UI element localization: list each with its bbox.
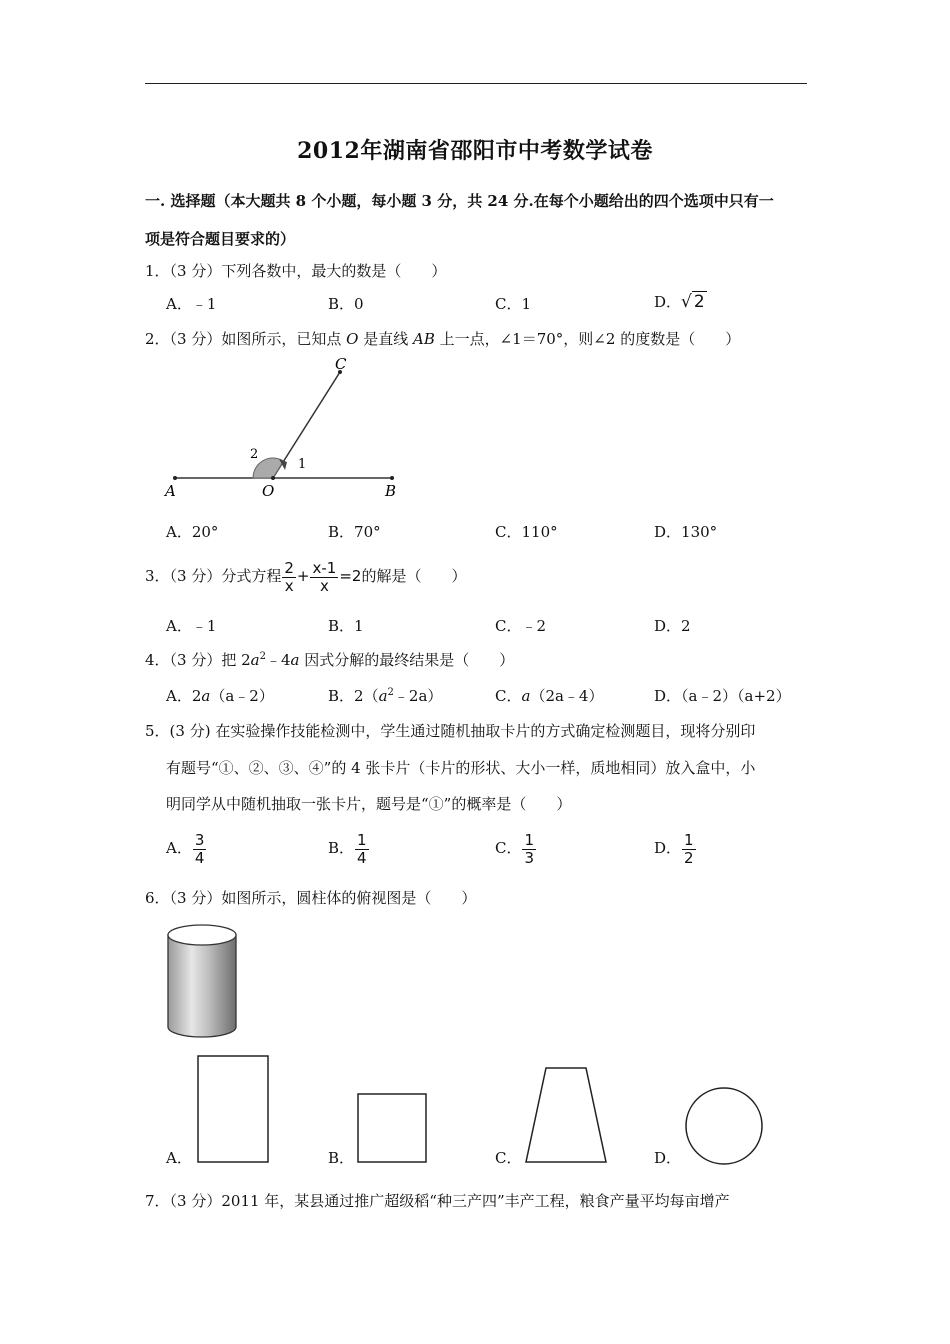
- q5-option-d: [654, 828, 697, 868]
- q4-option-c-var: a: [521, 687, 531, 705]
- q4-option-b-part: B．2（: [328, 687, 379, 705]
- cylinder-body: [168, 935, 236, 1037]
- q2-option-d: D．130°: [654, 523, 718, 541]
- q1-option-a: A．﹣1: [166, 295, 217, 313]
- q4-var: a: [250, 651, 260, 669]
- q4-exponent: 2: [259, 651, 266, 662]
- q5-option-a: [166, 828, 207, 868]
- q4-option-b-var: a: [378, 687, 388, 705]
- q2-stem: [145, 329, 740, 349]
- q2-stem-part: 上一点，∠1＝70°，则∠2 的度数是（ ）: [434, 330, 741, 348]
- q2-stem-point-o: O: [346, 330, 359, 348]
- q3-option-b: B．1: [328, 617, 364, 635]
- q3-stem-part: 的解是（ ）: [361, 567, 467, 585]
- q3-fraction-1-denominator: x: [284, 576, 294, 595]
- q4-var: a: [290, 651, 300, 669]
- q5-line1: 5．(3 分) 在实验操作技能检测中，学生通过随机抽取卡片的方式确定检测题目，现将分别印: [145, 722, 756, 740]
- q2-angle-figure: [155, 350, 415, 510]
- point-a-dot: [173, 476, 177, 480]
- q5-option-d-fraction: [682, 832, 696, 867]
- q2-stem-line-ab: AB: [412, 330, 435, 348]
- q5-line3: 明同学从中随机抽取一张卡片，题号是“①”的概率是（ ）: [166, 795, 572, 813]
- page-title: 2012年湖南省邵阳市中考数学试卷: [297, 138, 653, 164]
- q4-option-d: D．（a﹣2）（a+2）: [654, 687, 791, 705]
- point-b-dot: [390, 476, 394, 480]
- q5-option-a-fraction: [193, 832, 207, 867]
- denominator: 3: [524, 848, 535, 867]
- q3-fraction-2: [310, 560, 338, 595]
- q3-equals: =2: [339, 567, 362, 585]
- q3-fraction-1-numerator: 2: [284, 558, 294, 577]
- label-angle-1: 1: [298, 457, 307, 472]
- q5-option-b: [328, 828, 370, 868]
- label-b: B: [385, 482, 397, 500]
- q4-option-c-part: （2a﹣4）: [530, 687, 604, 705]
- cylinder-figure: [160, 915, 246, 1045]
- label-o: O: [262, 482, 275, 500]
- q6-option-a-label: A．: [166, 1149, 192, 1167]
- q4-option-a-var: a: [201, 687, 211, 705]
- q4-option-b-exponent: 2: [387, 687, 394, 698]
- q2-stem-part: 2．（3 分）如图所示，已知点: [145, 330, 347, 348]
- q3-fraction-2-numerator: x-1: [312, 558, 337, 577]
- circle-shape: [686, 1088, 762, 1164]
- numerator: 1: [684, 830, 694, 849]
- label-a: A: [165, 482, 176, 500]
- q7-line1: 7．（3 分）2011 年，某县通过推广超级稻“种三产四”丰产工程，粮食产量平均每亩增产: [145, 1192, 730, 1210]
- q4-option-b-part: ﹣2a）: [393, 687, 443, 705]
- denominator: 4: [357, 848, 367, 867]
- q5-option-c-label: C．: [495, 839, 522, 857]
- numerator: 1: [357, 830, 367, 849]
- q5-option-c-fraction: [522, 832, 536, 867]
- q5-line2: 有题号“①、②、③、④”的 4 张卡片（卡片的形状、大小一样，质地相同）放入盒中，小: [166, 759, 756, 777]
- q2-option-c: C．110°: [495, 523, 558, 541]
- q6-option-d-label: D．: [654, 1149, 682, 1167]
- numerator: 3: [194, 830, 205, 849]
- q4-option-a: [166, 686, 274, 706]
- q6-option-d-circle: [682, 1084, 766, 1168]
- q1-option-c: C．1: [495, 295, 532, 313]
- q5-option-c: [495, 828, 537, 868]
- denominator: 2: [684, 848, 694, 867]
- section-heading-line1: 一. 选择题（本大题共 8 个小题，每小题 3 分，共 24 分.在每个小题给出的四个选项中只有一: [145, 192, 774, 210]
- label-c: C: [335, 355, 347, 373]
- q4-option-c: [495, 686, 603, 706]
- cylinder-top: [168, 925, 236, 945]
- q2-option-b: B．70°: [328, 523, 381, 541]
- q3-option-d: D．2: [654, 617, 691, 635]
- q5-option-b-label: B．: [328, 839, 355, 857]
- tall-rectangle-shape: [198, 1056, 268, 1162]
- q3-stem-part: 3．（3 分）分式方程: [145, 567, 282, 585]
- numerator: 1: [524, 830, 535, 849]
- q3-option-a: A．﹣1: [166, 617, 217, 635]
- q6-option-b-label: B．: [328, 1149, 355, 1167]
- q6-option-c-label: C．: [495, 1149, 522, 1167]
- q2-option-a: A．20°: [166, 523, 219, 541]
- q6-stem: 6．（3 分）如图所示，圆柱体的俯视图是（ ）: [145, 889, 477, 907]
- q3-plus: +: [296, 567, 310, 585]
- q4-stem-part: ﹣4: [266, 651, 291, 669]
- q6-option-a-rectangle: [194, 1052, 274, 1166]
- q2-stem-part: 是直线: [358, 330, 413, 348]
- q5-option-d-label: D．: [654, 839, 682, 857]
- q1-option-d: [654, 292, 707, 312]
- q6-option-c-trapezoid: [522, 1064, 612, 1166]
- square-shape: [358, 1094, 426, 1162]
- q1-option-b: B．0: [328, 295, 364, 313]
- q4-option-c-part: C．: [495, 687, 522, 705]
- q5-option-b-fraction: [355, 832, 369, 867]
- label-angle-2: 2: [250, 447, 259, 462]
- q4-stem-part: 4．（3 分）把 2: [145, 651, 251, 669]
- q4-option-a-part: A．2: [166, 687, 202, 705]
- header-rule: [145, 83, 807, 84]
- q5-option-a-label: A．: [166, 839, 192, 857]
- sqrt-symbol: √ 2: [681, 292, 705, 312]
- point-o-dot: [271, 476, 275, 480]
- q4-stem-part: 因式分解的最终结果是（ ）: [299, 651, 515, 669]
- q4-stem: [145, 650, 514, 670]
- q3-fraction-1: [282, 560, 296, 595]
- q3-option-c: C．﹣2: [495, 617, 547, 635]
- denominator: 4: [194, 848, 205, 867]
- q3-fraction-2-denominator: x: [319, 576, 329, 595]
- q1-option-d-radicand: 2: [693, 292, 705, 312]
- trapezoid-shape: [526, 1068, 606, 1162]
- q3-stem: [145, 556, 466, 596]
- q4-option-a-part: （a﹣2）: [210, 687, 274, 705]
- q6-option-b-square: [354, 1090, 430, 1166]
- q1-option-d-label: D．: [654, 293, 682, 311]
- q1-stem: 1．（3 分）下列各数中，最大的数是（ ）: [145, 262, 447, 280]
- section-heading-line2: 项是符合题目要求的）: [145, 230, 296, 248]
- q4-option-b: [328, 686, 442, 706]
